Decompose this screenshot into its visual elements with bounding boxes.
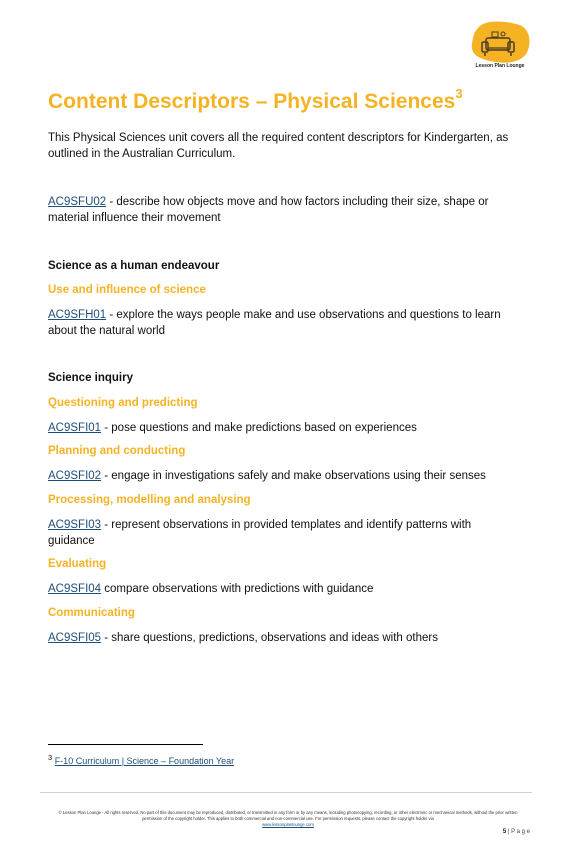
descriptor-code-link[interactable]: AC9SFU02 (48, 196, 107, 208)
copyright-link[interactable]: www.lessonplanlounge.com (262, 822, 314, 827)
subheading-planning: Planning and conducting (48, 445, 186, 457)
descriptor-fh01 (48, 307, 518, 339)
page-title: Content Descriptors – Physical Sciences$^3$ (48, 86, 463, 113)
descriptor-code-link[interactable]: AC9SFI03 (48, 519, 102, 531)
descriptor-text: - represent observations in provided templates and identify patterns with guidance (48, 519, 472, 547)
section-heading-inquiry: Science inquiry (48, 372, 134, 384)
section-heading-human-endeavour: Science as a human endeavour (48, 260, 220, 272)
page-number-value: 5 (502, 829, 507, 835)
descriptor-text: - share questions, predictions, observations and ideas with others (101, 632, 438, 644)
page-label: | P a g e (507, 829, 530, 835)
descriptor-fi04 (48, 581, 518, 597)
intro-paragraph: This Physical Sciences unit covers all the required content descriptors for Kindergarten, as outlined in the Australian Curriculum. (48, 132, 509, 160)
footnote (48, 753, 234, 766)
footnote-mark: 3 (48, 753, 53, 762)
descriptor-fu02 (48, 194, 518, 226)
descriptor-fi02 (48, 468, 518, 484)
descriptor-text: - explore the ways people make and use observations and questions to learn about the natural world (48, 309, 501, 337)
descriptor-fi03 (48, 517, 518, 549)
descriptor-code-link[interactable]: AC9SFI04 (48, 583, 102, 595)
page-number (503, 829, 530, 835)
descriptor-text: - engage in investigations safely and make observations using their senses (101, 470, 486, 482)
footnote-link[interactable]: F-10 Curriculum | Science – Foundation Year (54, 756, 235, 766)
descriptor-text: - describe how objects move and how factors including their size, shape or material influence their movement (48, 196, 489, 224)
descriptor-code-link[interactable]: AC9SFH01 (48, 309, 107, 321)
descriptor-text: - pose questions and make predictions based on experiences (101, 422, 417, 434)
subheading-processing: Processing, modelling and analysing (48, 494, 251, 506)
footer-divider (40, 792, 532, 793)
subheading-evaluating: Evaluating (48, 558, 107, 570)
footnote-divider (48, 744, 203, 745)
descriptor-text: compare observations with predictions with guidance (101, 583, 374, 595)
title-footnote-mark: 3 (455, 86, 463, 101)
descriptor-code-link[interactable]: AC9SFI01 (48, 422, 102, 434)
descriptor-code-link[interactable]: AC9SFI05 (48, 632, 102, 644)
subheading-questioning: Questioning and predicting (48, 397, 198, 409)
descriptor-fi01 (48, 420, 518, 436)
subheading-use-influence: Use and influence of science (48, 284, 206, 296)
logo-text: Lesson Plan Lounge (475, 63, 525, 69)
descriptor-fi05 (48, 630, 518, 646)
subheading-communicating: Communicating (48, 607, 135, 619)
copyright-notice (48, 810, 528, 828)
descriptor-code-link[interactable]: AC9SFI02 (48, 470, 102, 482)
copyright-text: © Lesson Plan Lounge - All rights reserved. No part of this document may be reproduced, distributed, or transmitted in any form or by any means, including photocopying, recording, or other electronic or mechanical methods, without the prior written permission of the copyright holder. This applies to both commercial and non-commercial use. For permission requests, please contact the copyright holder via (58, 810, 518, 821)
